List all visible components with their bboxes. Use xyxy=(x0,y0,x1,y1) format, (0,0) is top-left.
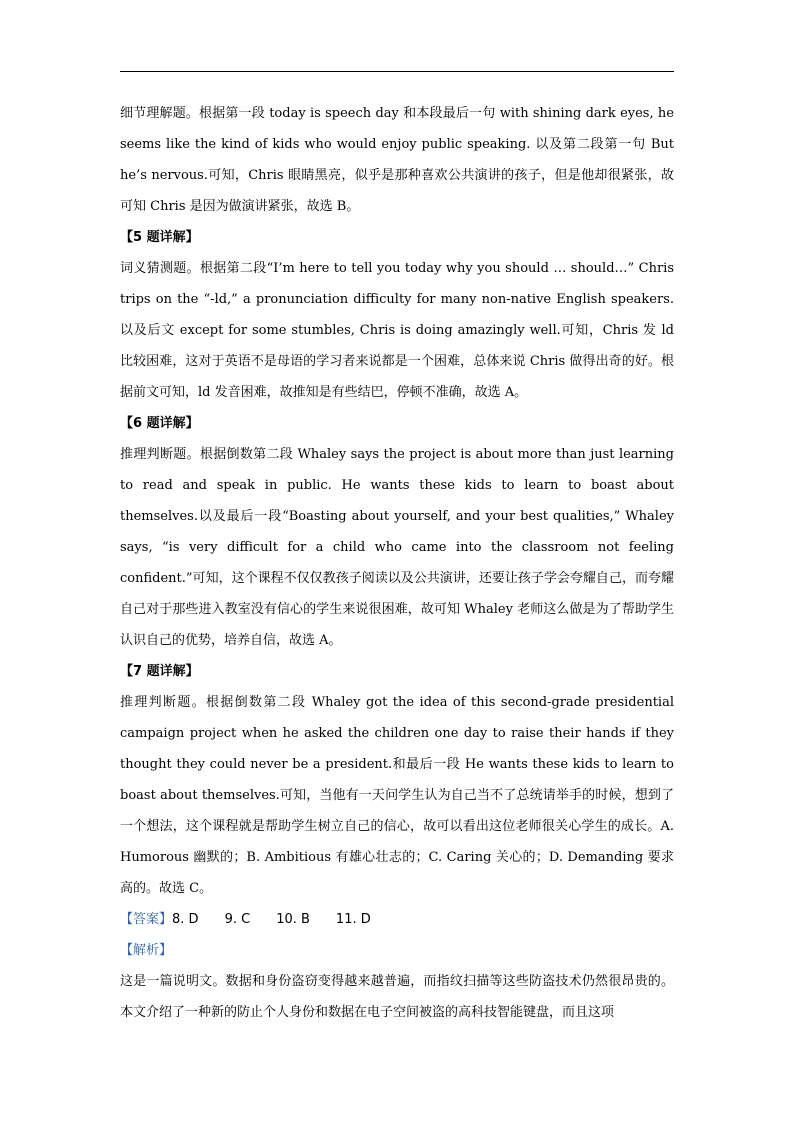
answer-line xyxy=(120,904,674,935)
paragraph-q6-explanation: 推理判断题。根据倒数第二段 Whaley says the project is about more than just learning to read and speak in public. He wants these kids to learn to boast about themselves.以及最后一段“Boasting about yourself, and your best qualities,” Whaley says, “is very difficult for a child who came into the classroom not feeling confident.”可知，这个课程不仅仅教孩子阅读以及公共演讲，还要让孩子学会夸耀自己，而夸耀自己对于那些进入教室没有信心的学生来说很困难，故可知 Whaley 老师这么做是为了帮助学生认识自己的优势，培养自信，故选 A。 xyxy=(120,447,674,648)
paragraph-q5-explanation: 词义猜测题。根据第二段“I’m here to tell you today why you should … should…” Chris trips on the “-ld,” a pronunciation difficulty for many non-native English speakers.以及后文 except for some stumbles, Chris is doing amazingly well.可知，Chris 发 ld 比较困难，这对于英语不是母语的学习者来说都是一个困难，总体来说 Chris 做得出奇的好。根据前文可知，ld 发音困难，故推知是有些结巴，停顿不准确，故选 A。 xyxy=(120,261,674,400)
answer-11: 11. D xyxy=(335,912,371,927)
analysis-tag: 【解析】 xyxy=(120,943,173,958)
q7-heading: 【7 题详解】 xyxy=(120,664,199,679)
paragraph-analysis: 这是一篇说明文。数据和身份盗窃变得越来越普遍，而指纹扫描等这些防盗技术仍然很昂贵的。本文介绍了一种新的防止个人身份和数据在电子空间被盗的高科技智能键盘，而且这项 xyxy=(120,974,674,1020)
q5-heading: 【5 题详解】 xyxy=(120,230,199,245)
paragraph-q4-explanation: 细节理解题。根据第一段 today is speech day 和本段最后一句 with shining dark eyes, he seems like the kind of kids who would enjoy public speaking. 以及第二段第一句 But he’s nervous.可知，Chris 眼睛黑亮，似乎是那种喜欢公共演讲的孩子，但是他却很紧张，故可知 Chris 是因为做演讲紧张，故选 B。 xyxy=(120,106,674,214)
header-rule xyxy=(120,71,674,72)
paragraph-q7-explanation: 推理判断题。根据倒数第二段 Whaley got the idea of this second-grade presidential campaign project when he asked the children one day to raise their hands if they thought they could never be a president.和最后一段 He wants these kids to learn to boast about themselves.可知，当他有一天问学生认为自己当不了总统请举手的时候，想到了一个想法，这个课程就是帮助学生树立自己的信心，故可以看出这位老师很关心学生的成长。A. Humorous 幽默的；B. Ambitious 有雄心壮志的；C. Caring 关心的；D. Demanding 要求高的。故选 C。 xyxy=(120,695,674,896)
answer-9: 9. C xyxy=(224,912,251,927)
q6-heading: 【6 题详解】 xyxy=(120,416,199,431)
answer-8: 8. D xyxy=(172,912,199,927)
answer-tag: 【答案】 xyxy=(120,912,173,927)
analysis-line xyxy=(120,935,674,966)
answer-10: 10. B xyxy=(276,912,310,927)
document-body xyxy=(120,98,674,1028)
